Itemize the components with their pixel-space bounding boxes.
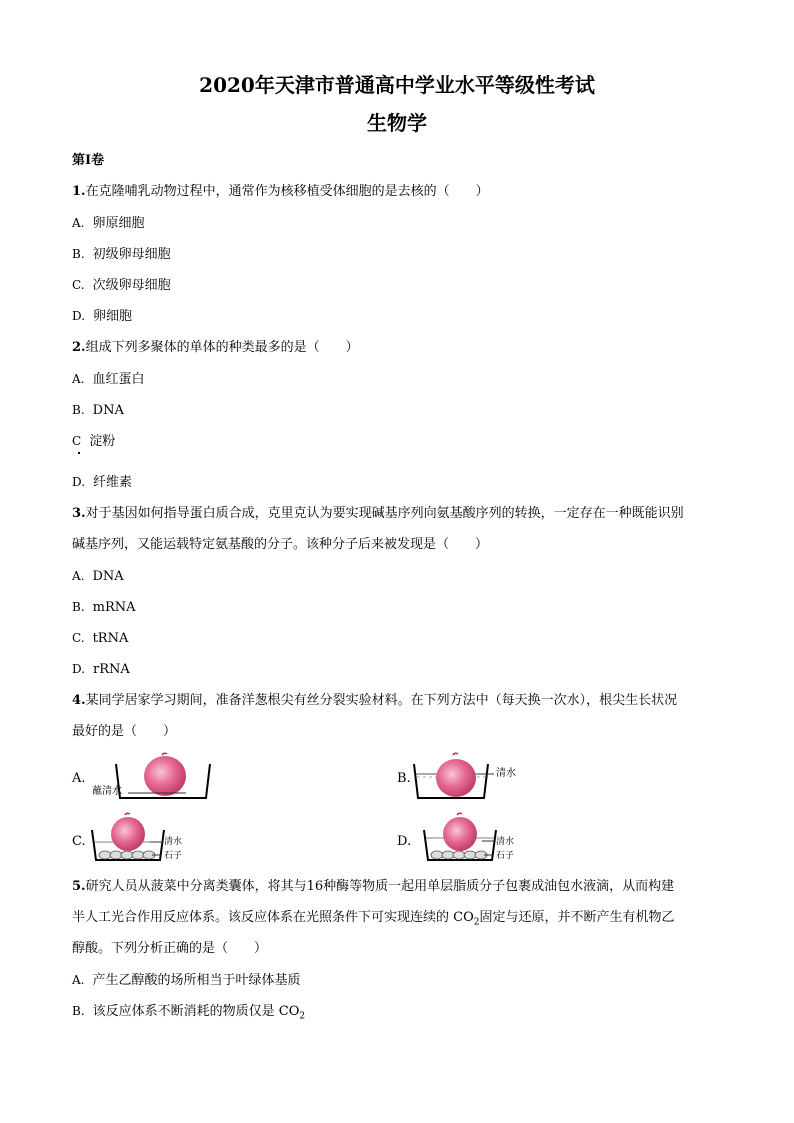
- page-subtitle: 生物学: [367, 111, 427, 135]
- question-number: 3.: [72, 506, 86, 521]
- question-4-stem-line-2: 最好的是（ ）: [72, 724, 177, 739]
- question-2-option-d: [72, 473, 132, 492]
- question-3-option-a: [72, 567, 124, 586]
- option-text: 该反应体系不断消耗的物质仅是 CO: [92, 1004, 300, 1019]
- subscript: 2: [299, 1011, 306, 1022]
- figure-c-label-stone: 石子: [164, 851, 183, 861]
- question-1-option-b: [72, 245, 171, 264]
- stray-dot: [78, 452, 80, 454]
- question-text: 某同学居家学习期间，准备洋葱根尖有丝分裂实验材料。在下列方法中（每天换一次水），根尖生长状况: [85, 693, 678, 708]
- question-number: 1.: [72, 184, 86, 199]
- question-text: 研究人员从菠菜中分离类囊体，将其与16种酶等物质一起用单层脂质分子包裹成油包水液滴，从而构建: [85, 879, 675, 894]
- option-text: 初级卵母细胞: [92, 247, 171, 262]
- question-2-option-a: [72, 370, 145, 389]
- question-2-option-b: [72, 401, 124, 420]
- page-title: 2020年天津市普通高中学业水平等级性考试: [199, 73, 595, 97]
- option-text: 卵细胞: [93, 309, 133, 324]
- option-text: mRNA: [92, 600, 136, 615]
- question-5-option-b: [72, 1002, 305, 1026]
- option-text: 血红蛋白: [92, 372, 145, 387]
- question-4-stem-line-1: [72, 692, 677, 710]
- option-letter: C.: [72, 278, 85, 292]
- question-text: 组成下列多聚体的单体的种类最多的是（ ）: [85, 340, 359, 355]
- question-3-stem-line-1: [72, 505, 684, 523]
- question-3-option-b: [72, 598, 136, 617]
- option-text: 纤维素: [93, 475, 133, 490]
- option-text: tRNA: [92, 631, 129, 646]
- question-number: 2.: [72, 340, 86, 355]
- option-letter: B.: [72, 247, 85, 261]
- option-text: rRNA: [93, 662, 130, 677]
- question-2-stem: [72, 339, 359, 357]
- question-text: 在克隆哺乳动物过程中，通常作为核移植受体细胞的是去核的（ ）: [85, 184, 489, 199]
- option-letter: A.: [72, 216, 85, 230]
- figure-a-label: 蘸清水: [92, 786, 122, 797]
- option-text: DNA: [92, 569, 124, 584]
- option-text: DNA: [92, 403, 124, 418]
- option-letter: D.: [72, 475, 86, 489]
- option-letter: D.: [72, 309, 86, 323]
- option-letter: B.: [72, 1004, 85, 1018]
- option-letter: A.: [72, 973, 85, 987]
- option-letter: C: [72, 434, 82, 448]
- question-5-stem-line-3: 醇酸。下列分析正确的是（ ）: [72, 941, 268, 956]
- question-1-option-d: [72, 307, 132, 326]
- question-3-option-c: [72, 629, 128, 648]
- option-letter: A.: [72, 569, 85, 583]
- option-letter: A.: [72, 372, 85, 386]
- question-5-stem-line-1: [72, 878, 674, 896]
- question-text: 对于基因如何指导蛋白质合成，克里克认为要实现碱基序列向氨基酸序列的转换，一定存在一种既能识别: [85, 506, 684, 521]
- question-number: 5.: [72, 879, 86, 894]
- option-text: 次级卵母细胞: [92, 278, 171, 293]
- option-letter: B.: [72, 600, 85, 614]
- option-letter: D.: [72, 662, 86, 676]
- question-1-option-c: [72, 276, 171, 295]
- option-text: 淀粉: [89, 434, 116, 449]
- question-3-option-d: [72, 660, 130, 679]
- figure-b-label: 清水: [496, 768, 516, 779]
- question-5-option-a: [72, 971, 301, 990]
- question-text: 半人工光合作用反应体系。该反应体系在光照条件下可实现连续的 CO: [72, 910, 474, 925]
- figure-c-letter: C.: [72, 834, 86, 849]
- figure-d-letter: D.: [397, 834, 412, 849]
- option-letter: C.: [72, 631, 85, 645]
- option-text: 卵原细胞: [92, 216, 145, 231]
- question-2-option-c: [72, 432, 115, 451]
- question-5-stem-line-2: [72, 909, 675, 932]
- option-letter: B.: [72, 403, 85, 417]
- figure-c-label-water: 清水: [164, 837, 183, 847]
- question-number: 4.: [72, 693, 86, 708]
- figure-d-label-water: 清水: [496, 837, 515, 847]
- question-1-stem: [72, 183, 489, 201]
- section-heading: 第Ⅰ卷: [72, 153, 105, 168]
- subscript: 2: [473, 917, 480, 928]
- question-3-stem-line-2: 碱基序列，又能运载特定氨基酸的分子。该种分子后来被发现是（ ）: [72, 537, 489, 552]
- figure-d-label-stone: 石子: [496, 851, 515, 861]
- option-text: 产生乙醇酸的场所相当于叶绿体基质: [92, 973, 301, 988]
- question-text: 固定与还原，并不断产生有机物乙: [479, 910, 675, 925]
- figure-b-letter: B.: [397, 771, 411, 786]
- question-1-option-a: [72, 214, 145, 233]
- figure-a-letter: A.: [72, 771, 86, 786]
